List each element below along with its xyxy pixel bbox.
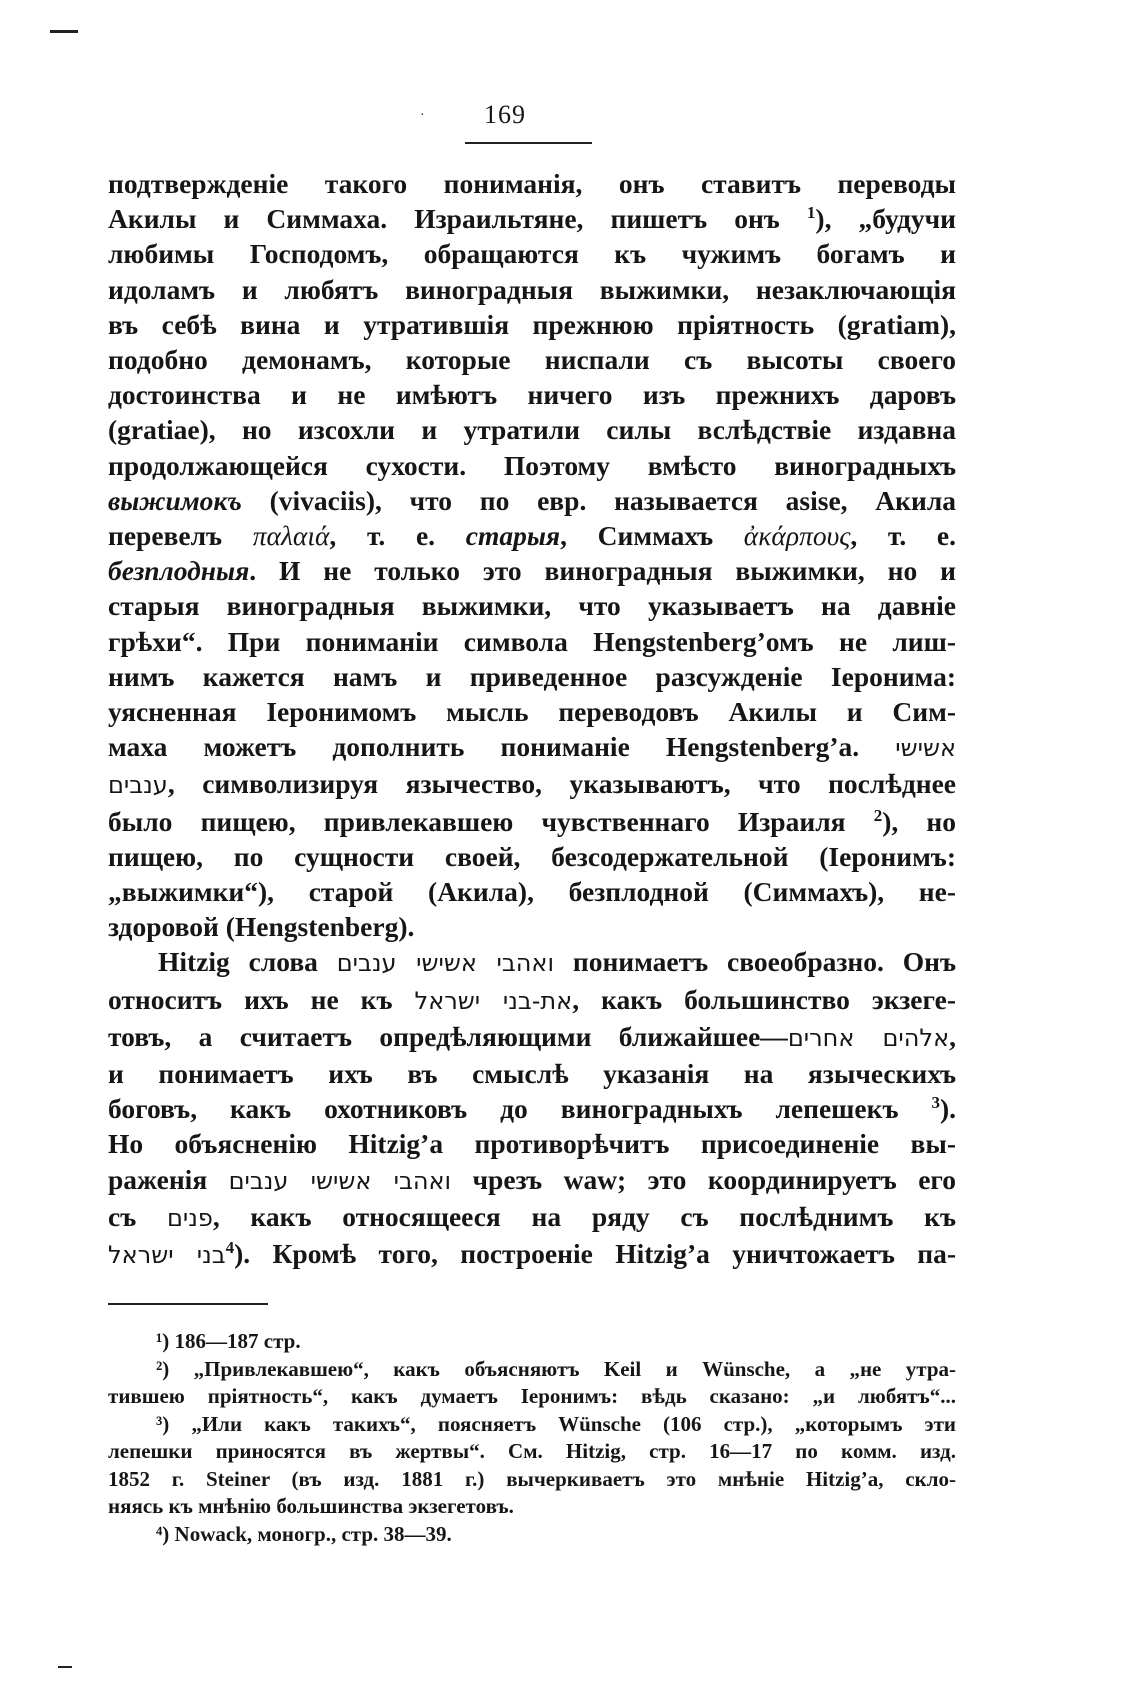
footnote-1: ¹) 186—187 стр.: [156, 1329, 301, 1353]
text-line: Но объясненію Hitzig’а противорѣчитъ присоединеніе вы-: [108, 1128, 956, 1160]
text-line: товъ, а считаетъ опредѣляющими ближайшее—אלהים אחרים,: [108, 1020, 956, 1052]
text-line: боговъ, какъ охотниковъ до виноградныхъ лепешекъ $^3$).: [108, 1093, 956, 1125]
scan-mark-top-left: [50, 30, 78, 33]
text-line: было пищею, привлекавшею чувственнаго Израиля $^2$), но: [108, 805, 956, 837]
footnote-ref: 4: [225, 1237, 235, 1257]
hebrew-text: ענבים: [108, 771, 168, 800]
text-line: въ себѣ вина и утратившія прежнюю пріятность (gratiam),: [108, 308, 956, 340]
text-line: раженія ואהבי אשישי ענבים чрезъ waw; это координируетъ его: [108, 1163, 956, 1195]
footnote-3-cont: няясь къ мнѣнію большинства экзегетовъ.: [108, 1494, 514, 1518]
text-line: выжимокъ (vivaciis), что по евр. называется asise, Акила: [108, 484, 956, 516]
greek-word: παλαιά: [252, 520, 330, 552]
hebrew-text: בני ישראל: [108, 1241, 226, 1270]
text-line: подобно демонамъ, которые ниспали съ высоты своего: [108, 344, 956, 376]
text-line: достоинства и не имѣютъ ничего изъ прежнихъ даровъ: [108, 379, 956, 411]
header-rule: [465, 142, 592, 144]
italic-term: старыя: [465, 520, 561, 552]
text-line: безплодныя. И не только это виноградныя выжимки, но и: [108, 555, 956, 587]
text-line: идоламъ и любятъ виноградныя выжимки, незаключающія: [108, 273, 956, 305]
footnote-3: ³) „Или какъ такихъ“, поясняетъ Wünsche (106 стр.), „которымъ эти: [156, 1411, 956, 1436]
text-line: маха можетъ дополнить пониманіе Hengstenberg’а. אשישי: [108, 731, 956, 763]
italic-term: выжимокъ: [108, 484, 242, 516]
text-line: „выжимки“), старой (Акила), безплодной (Симмахъ), не-: [108, 876, 956, 908]
main-text: [108, 166, 956, 1273]
text-line: старыя виноградныя выжимки, что указываетъ на давніе: [108, 590, 956, 622]
hebrew-text: את-בני ישראל: [414, 986, 573, 1015]
footnote-ref: 1: [806, 203, 816, 223]
text-line: грѣхи“. При пониманіи символа Hengstenberg’омъ не лиш-: [108, 625, 956, 657]
text-line: подтвержденіе такого пониманія, онъ ставитъ переводы: [108, 168, 956, 199]
text-line: и понимаетъ ихъ въ смыслѣ указанія на языческихъ: [108, 1058, 956, 1090]
text-line: относитъ ихъ не къ את-בני ישראל, какъ большинство экзеге-: [108, 983, 956, 1015]
text-line: Акилы и Симмаха. Израильтяне, пишетъ онъ $^1$), „будучи: [108, 203, 956, 235]
hebrew-text: פנים: [166, 1203, 213, 1232]
italic-term: безплодныя: [108, 555, 250, 587]
page-number: 169: [484, 100, 526, 129]
page-header: [420, 100, 590, 130]
text-line: Hitzig слова ואהבי אשישי ענבים понимаетъ своеобразно. Онъ: [158, 946, 956, 978]
text-line: пищею, по сущности своей, безсодержательной (Іеронимъ:: [108, 840, 956, 872]
footnote-rule: [108, 1303, 268, 1305]
hebrew-text: אלהים אחרים: [787, 1023, 950, 1052]
hebrew-text: ואהבי אשישי ענבים: [336, 949, 555, 978]
footnote-2: ²) „Привлекавшею“, какъ объясняютъ Keil и Wünsche, а „не утра-: [156, 1356, 956, 1381]
text-line: уясненная Іеронимомъ мысль переводовъ Акилы и Сим-: [108, 696, 956, 728]
footnotes: [108, 1328, 956, 1548]
scan-mark-bottom-left: [58, 1666, 72, 1668]
text-line: продолжающейся сухости. Поэтому вмѣсто виноградныхъ: [108, 449, 956, 481]
text-line: перевелъ παλαιά, т. е. старыя, Симмахъ ἀκάρπους, т. е.: [108, 520, 957, 552]
footnote-4: ⁴) Nowack, моногр., стр. 38—39.: [156, 1521, 452, 1546]
text-line: בני ישראל$^4$). Кромѣ того, построеніе Hitzig’а уничтожаетъ па-: [108, 1237, 956, 1270]
text-line: нимъ кажется намъ и приведенное разсужденіе Іеронима:: [108, 660, 956, 692]
footnote-ref: 2: [873, 805, 883, 825]
text-line: съ פנים, какъ относящееся на ряду съ послѣднимъ къ: [108, 1200, 956, 1232]
footnote-2-cont: тившею пріятность“, какъ думаетъ Іеронимъ: вѣдь сказано: „и любятъ“...: [108, 1384, 956, 1408]
hebrew-text: ואהבי אשישי ענבים: [228, 1166, 452, 1195]
footnote-ref: 3: [931, 1093, 940, 1113]
text-line: здоровой (Hengstenberg).: [108, 911, 415, 943]
text-line: (gratiae), но изсохли и утратили силы вслѣдствіе издавна: [108, 414, 956, 446]
greek-word: ἀκάρπους: [743, 520, 851, 552]
footnote-3-cont: 1852 г. Steiner (въ изд. 1881 г.) вычеркиваетъ это мнѣніе Hitzig’а, скло-: [108, 1466, 956, 1491]
header-dot: ·: [420, 108, 425, 123]
text-line: ענבים, символизируя язычество, указываютъ, что послѣднее: [108, 768, 956, 800]
text-line: любимы Господомъ, обращаются къ чужимъ богамъ и: [108, 238, 956, 270]
footnote-3-cont: лепешки приносятся въ жертвы“. См. Hitzig, стр. 16—17 по комм. изд.: [108, 1439, 956, 1463]
hebrew-text: אשישי: [895, 734, 956, 763]
